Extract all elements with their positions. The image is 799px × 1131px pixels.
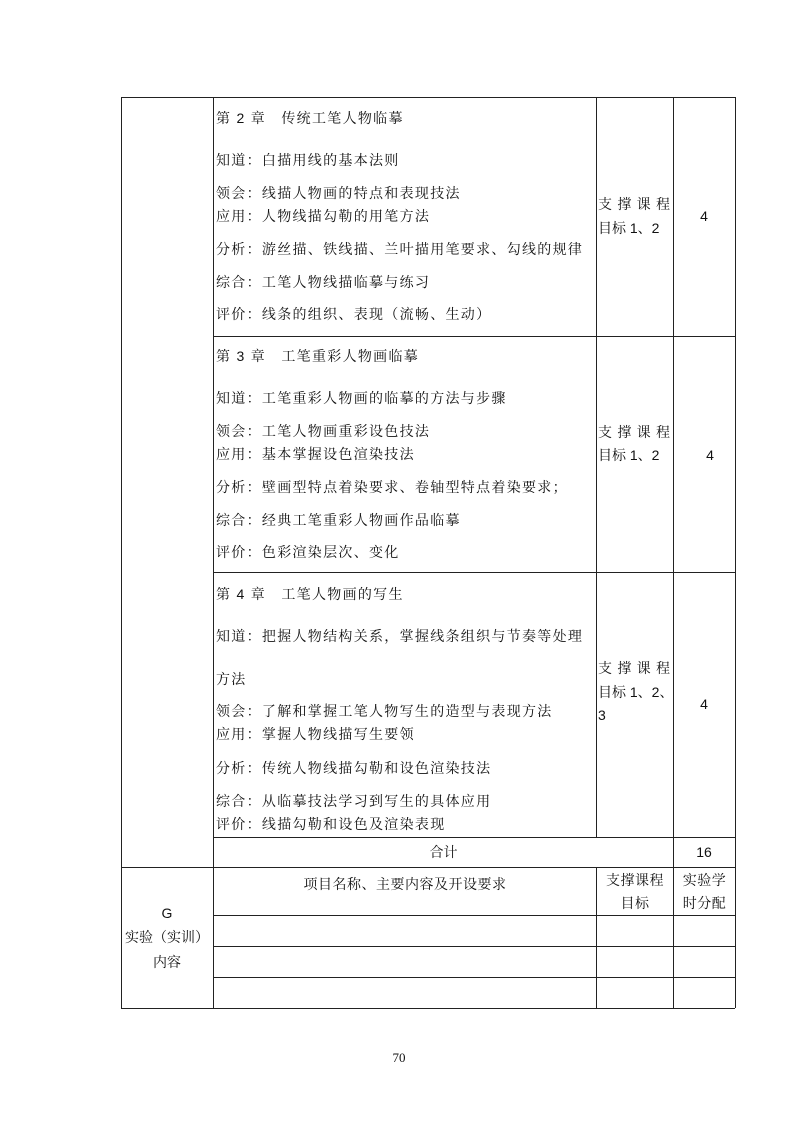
chapter-line: 综合：经典工笔重彩人物画作品临摹 <box>216 512 461 528</box>
chapter-line: 应用：人物线描勾勒的用笔方法 <box>216 208 431 224</box>
lab-header-support: 支撑课程 <box>606 872 664 888</box>
chapter-title: 第 4 章 工笔人物画的写生 <box>216 586 404 602</box>
chapter-hours: 4 <box>706 447 714 463</box>
lab-header-hours: 时分配 <box>682 895 727 911</box>
section-title: 实验（实训） <box>125 929 209 945</box>
section-letter: G <box>161 905 173 921</box>
chapter-line: 知道：工笔重彩人物画的临摹的方法与步骤 <box>216 390 507 406</box>
chapter-line: 分析：游丝描、铁线描、兰叶描用笔要求、勾线的规律 <box>216 241 584 257</box>
chapter-line: 知道：把握人物结构关系，掌握线条组织与节奏等处理 <box>216 628 584 644</box>
chapter-line: 应用：基本掌握设色渲染技法 <box>216 446 415 462</box>
support-goal-line: 支撑课程 <box>598 424 670 440</box>
support-goal-line: 目标 1、2 <box>598 220 660 236</box>
chapter-line: 领会：工笔人物画重彩设色技法 <box>216 423 431 439</box>
total-hours: 16 <box>696 844 712 860</box>
chapter-line: 评价：色彩渲染层次、变化 <box>216 544 400 560</box>
chapter-line: 应用：掌握人物线描写生要领 <box>216 726 415 742</box>
page-number: 70 <box>392 1050 406 1065</box>
chapter-title: 第 2 章 传统工笔人物临摹 <box>216 110 404 126</box>
chapter-line: 方法 <box>216 671 247 687</box>
chapter-line: 领会：了解和掌握工笔人物写生的造型与表现方法 <box>216 703 553 719</box>
support-goal-line: 支撑课程 <box>598 660 670 676</box>
chapter-line: 评价：线描勾勒和设色及渲染表现 <box>216 816 446 832</box>
chapter-line: 综合：从临摹技法学习到写生的具体应用 <box>216 793 492 809</box>
chapter-line: 分析：壁画型特点着染要求、卷轴型特点着染要求； <box>216 479 568 495</box>
support-goal-line: 支撑课程 <box>598 196 670 212</box>
chapter-line: 综合：工笔人物线描临摹与练习 <box>216 274 431 290</box>
chapter-line: 知道：白描用线的基本法则 <box>216 152 400 168</box>
chapter-hours: 4 <box>700 208 708 224</box>
lab-header-support: 目标 <box>620 895 650 911</box>
lab-header-name: 项目名称、主要内容及开设要求 <box>303 876 507 892</box>
chapter-title: 第 3 章 工笔重彩人物画临摹 <box>216 348 420 364</box>
section-title-2: 内容 <box>153 954 181 970</box>
total-label: 合计 <box>429 844 458 860</box>
support-goal-line: 目标 1、2、 <box>598 684 674 700</box>
chapter-hours: 4 <box>700 696 708 712</box>
chapter-line: 评价：线条的组织、表现（流畅、生动） <box>216 306 492 322</box>
support-goal-line: 目标 1、2 <box>598 447 660 463</box>
chapter-line: 分析：传统人物线描勾勒和设色渲染技法 <box>216 760 492 776</box>
chapter-line: 领会：线描人物画的特点和表现技法 <box>216 185 461 201</box>
support-goal-line: 3 <box>598 707 606 723</box>
lab-header-hours: 实验学 <box>682 872 727 888</box>
